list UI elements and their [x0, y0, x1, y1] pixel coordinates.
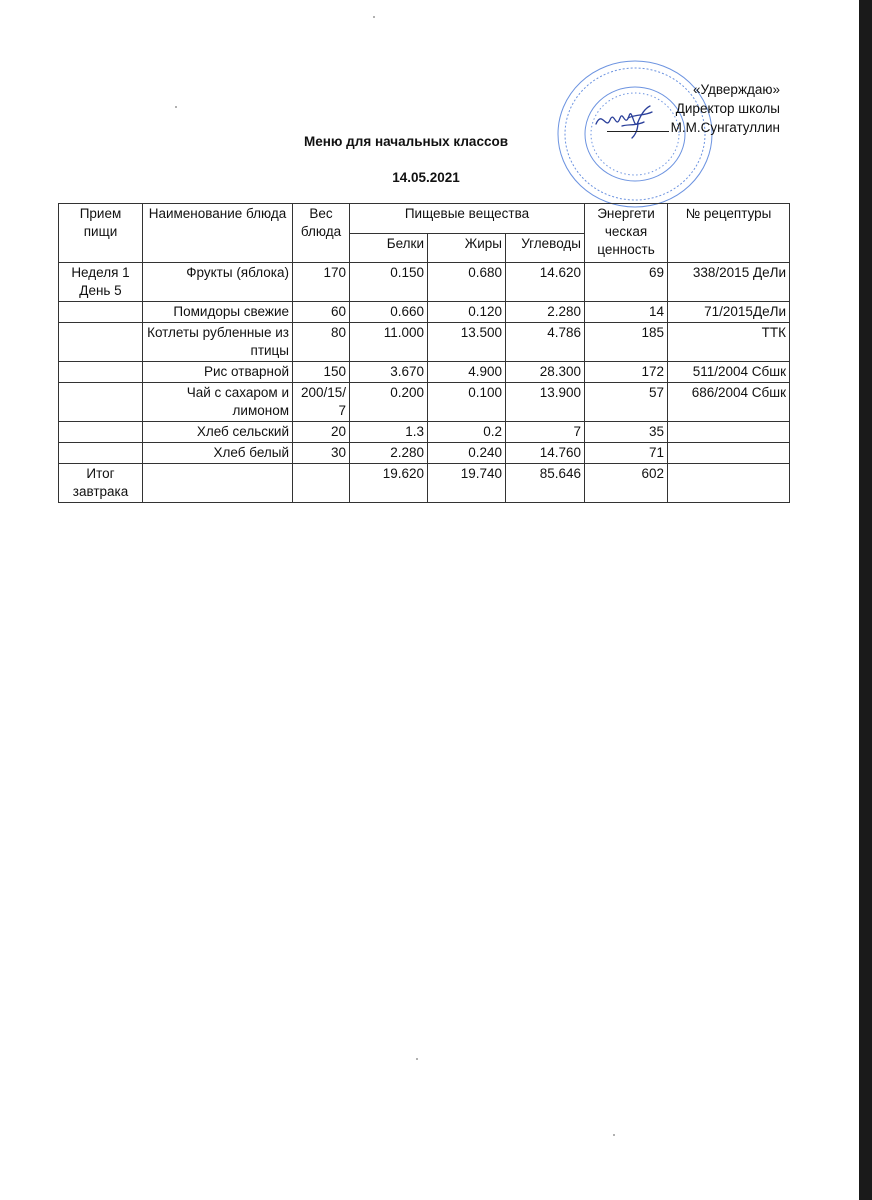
cell-energy: 35: [585, 422, 668, 443]
cell-carbs: 4.786: [506, 323, 585, 362]
approval-line-1: «Удверждаю»: [693, 82, 780, 97]
cell-fats: 0.240: [428, 443, 506, 464]
cell-meal: Неделя 1 День 5: [59, 263, 143, 302]
cell-meal: [59, 302, 143, 323]
table-row: [59, 422, 790, 443]
cell-proteins: 0.150: [350, 263, 428, 302]
cell-carbs: 14.620: [506, 263, 585, 302]
cell-fats: 13.500: [428, 323, 506, 362]
cell-dish: Хлеб белый: [143, 443, 293, 464]
cell-carbs: 14.760: [506, 443, 585, 464]
cell-recipe: 686/2004 Сбшк: [668, 383, 790, 422]
cell-meal: [59, 362, 143, 383]
cell-weight: 200/15/7: [293, 383, 350, 422]
page-title: Меню для начальных классов: [303, 134, 509, 149]
cell-proteins: 0.200: [350, 383, 428, 422]
table-total-row: [59, 464, 790, 503]
header-weight: Вес блюда: [293, 204, 350, 263]
header-recipe: № рецептуры: [668, 204, 790, 263]
cell-fats: 0.100: [428, 383, 506, 422]
cell-proteins: 19.620: [350, 464, 428, 503]
cell-recipe: [668, 443, 790, 464]
cell-weight: 60: [293, 302, 350, 323]
cell-recipe: [668, 464, 790, 503]
cell-carbs: 85.646: [506, 464, 585, 503]
approval-line-2: Директор школы: [675, 101, 780, 116]
table-row: [59, 302, 790, 323]
cell-proteins: 11.000: [350, 323, 428, 362]
cell-dish: Хлеб сельский: [143, 422, 293, 443]
cell-proteins: 1.3: [350, 422, 428, 443]
cell-energy: 172: [585, 362, 668, 383]
cell-dish: [143, 464, 293, 503]
table-row: [59, 323, 790, 362]
table-row: [59, 443, 790, 464]
table-row: [59, 263, 790, 302]
cell-meal: [59, 323, 143, 362]
header-fats: Жиры: [428, 233, 506, 263]
scan-speck: [613, 1134, 615, 1136]
cell-weight: 150: [293, 362, 350, 383]
header-energy: Энергети ческая ценность: [585, 204, 668, 263]
cell-proteins: 2.280: [350, 443, 428, 464]
cell-meal: Итог завтрака: [59, 464, 143, 503]
cell-carbs: 13.900: [506, 383, 585, 422]
cell-weight: 20: [293, 422, 350, 443]
cell-proteins: 0.660: [350, 302, 428, 323]
header-carbs: Углеводы: [506, 233, 585, 263]
scan-speck: [175, 106, 177, 108]
scan-speck: [416, 1058, 418, 1060]
cell-recipe: 71/2015ДеЛи: [668, 302, 790, 323]
cell-weight: 80: [293, 323, 350, 362]
cell-weight: 170: [293, 263, 350, 302]
cell-energy: 602: [585, 464, 668, 503]
cell-energy: 71: [585, 443, 668, 464]
cell-recipe: 511/2004 Сбшк: [668, 362, 790, 383]
cell-dish: Помидоры свежие: [143, 302, 293, 323]
cell-energy: 57: [585, 383, 668, 422]
cell-proteins: 3.670: [350, 362, 428, 383]
cell-meal: [59, 443, 143, 464]
cell-recipe: 338/2015 ДеЛи: [668, 263, 790, 302]
cell-energy: 14: [585, 302, 668, 323]
cell-carbs: 2.280: [506, 302, 585, 323]
cell-carbs: 7: [506, 422, 585, 443]
cell-dish: Фрукты (яблока): [143, 263, 293, 302]
scan-speck: [373, 16, 375, 18]
cell-recipe: [668, 422, 790, 443]
header-dish: Наименование блюда: [143, 204, 293, 263]
cell-fats: 0.120: [428, 302, 506, 323]
cell-fats: 4.900: [428, 362, 506, 383]
cell-meal: [59, 422, 143, 443]
header-proteins: Белки: [350, 233, 428, 263]
cell-dish: Чай с сахаром и лимоном: [143, 383, 293, 422]
table-row: [59, 383, 790, 422]
director-name: М.М.Сунгатуллин: [670, 120, 780, 135]
cell-dish: Котлеты рубленные из птицы: [143, 323, 293, 362]
cell-fats: 0.2: [428, 422, 506, 443]
cell-meal: [59, 383, 143, 422]
cell-dish: Рис отварной: [143, 362, 293, 383]
cell-weight: [293, 464, 350, 503]
scan-edge-bar: [859, 0, 872, 1200]
menu-table: [58, 203, 790, 503]
cell-fats: 19.740: [428, 464, 506, 503]
table-row: [59, 362, 790, 383]
cell-carbs: 28.300: [506, 362, 585, 383]
approval-block: [607, 80, 780, 137]
cell-energy: 69: [585, 263, 668, 302]
cell-recipe: ТТК: [668, 323, 790, 362]
cell-weight: 30: [293, 443, 350, 464]
cell-fats: 0.680: [428, 263, 506, 302]
header-meal: Прием пищи: [59, 204, 143, 263]
header-nutrients: Пищевые вещества: [350, 204, 585, 234]
signature-line: [607, 119, 669, 132]
cell-energy: 185: [585, 323, 668, 362]
menu-date: 14.05.2021: [392, 170, 460, 185]
table-header-row: [59, 204, 790, 234]
